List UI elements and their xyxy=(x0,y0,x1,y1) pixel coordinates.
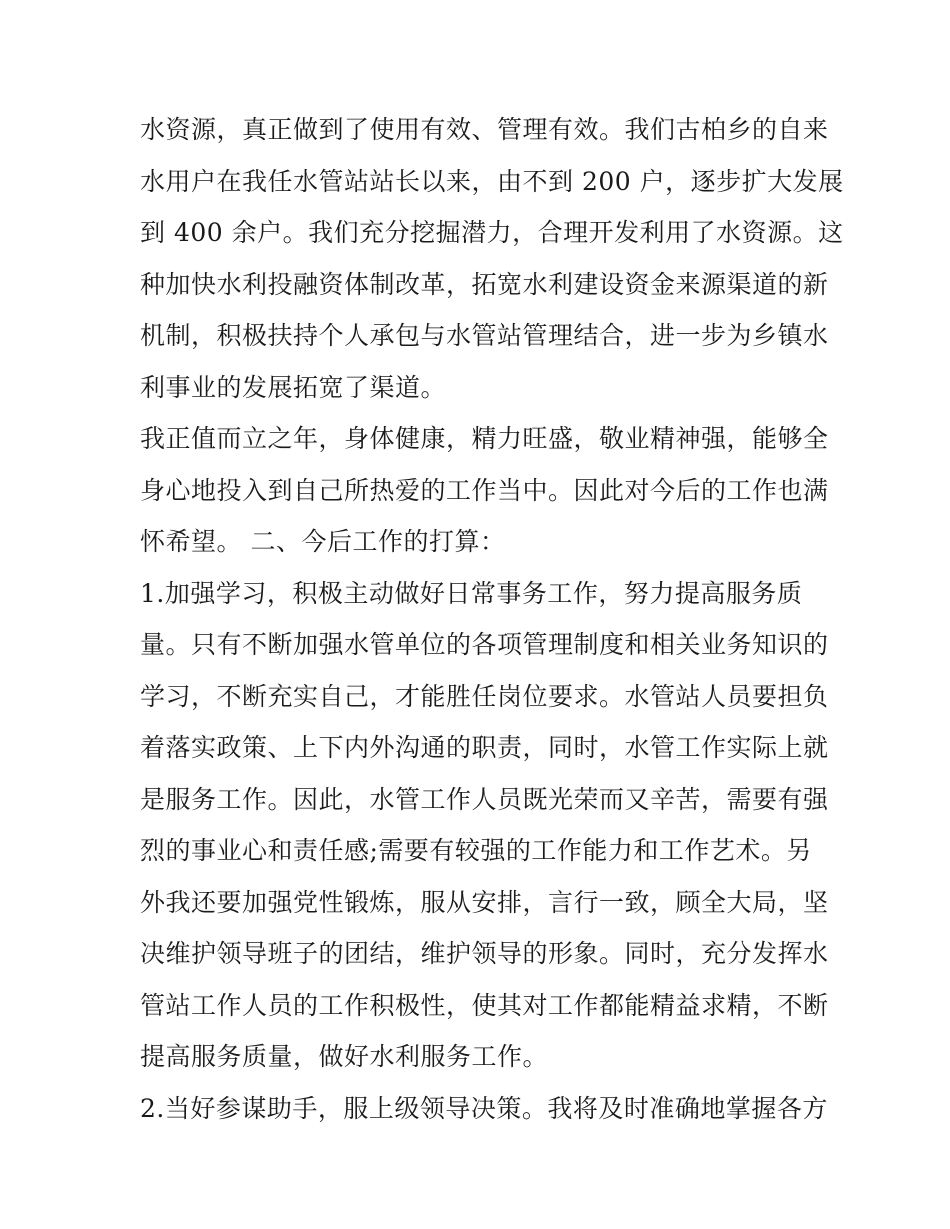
text-line: 烈的事业心和责任感;需要有较强的工作能力和工作艺术。另 xyxy=(140,836,812,865)
text-line: 身心地投入到自己所热爱的工作当中。因此对今后的工作也满 xyxy=(140,475,829,505)
text-line: 管站工作人员的工作积极性，使其对工作都能精益求精，不断 xyxy=(140,990,829,1020)
text-line: 利事业的发展拓宽了渠道。 xyxy=(140,372,447,402)
text-line: 着落实政策、上下内外沟通的职责，同时，水管工作实际上就 xyxy=(140,733,829,762)
text-line: 水用户在我任水管站站长以来，由不到 200 户，逐步扩大发展 xyxy=(140,166,844,196)
text-line: 提高服务质量，做好水利服务工作。 xyxy=(140,1042,549,1071)
text-line: 量。只有不断加强水管单位的各项管理制度和相关业务知识的 xyxy=(140,630,829,659)
text-line: 水资源，真正做到了使用有效、管理有效。我们古柏乡的自来 xyxy=(140,115,829,144)
text-line: 是服务工作。因此，水管工作人员既光荣而又辛苦，需要有强 xyxy=(140,784,829,814)
text-line: 种加快水利投融资体制改革，拓宽水利建设资金来源渠道的新 xyxy=(140,269,829,299)
text-line: 到 400 余户。我们充分挖掘潜力，合理开发利用了水资源。这 xyxy=(140,218,844,247)
body-text xyxy=(140,104,844,1134)
text-line: 1.加强学习，积极主动做好日常事务工作，努力提高服务质 xyxy=(140,578,803,608)
text-line: 外我还要加强党性锻炼，服从安排，言行一致，顾全大局，坚 xyxy=(140,887,829,917)
text-line: 怀希望。 二、今后工作的打算： xyxy=(140,527,506,556)
text-line: 2.当好参谋助手，服上级领导决策。我将及时准确地掌握各方 xyxy=(140,1093,828,1123)
text-line: 我正值而立之年，身体健康，精力旺盛，敬业精神强，能够全 xyxy=(140,424,829,453)
text-line: 决维护领导班子的团结，维护领导的形象。同时，充分发挥水 xyxy=(140,939,829,968)
text-line: 学习，不断充实自己，才能胜任岗位要求。水管站人员要担负 xyxy=(140,681,829,711)
text-line: 机制，积极扶持个人承包与水管站管理结合，进一步为乡镇水 xyxy=(140,321,829,350)
